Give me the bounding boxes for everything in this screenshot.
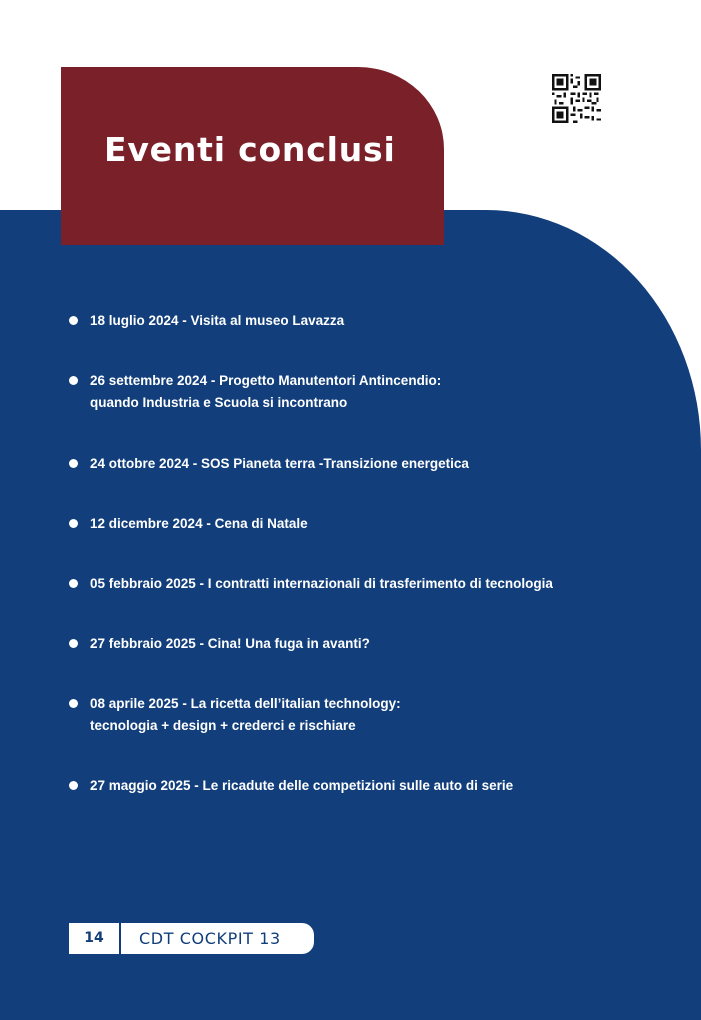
event-item <box>69 453 669 475</box>
event-item <box>69 775 669 797</box>
event-text: 27 febbraio 2025 - Cina! Una fuga in avanti? <box>90 636 370 651</box>
event-item <box>69 573 669 595</box>
bullet-icon <box>69 316 78 325</box>
event-text: 18 luglio 2024 - Visita al museo Lavazza <box>90 313 345 328</box>
bullet-icon <box>69 459 78 468</box>
bullet-icon <box>69 519 78 528</box>
bullet-icon <box>69 781 78 790</box>
footer-divider <box>119 923 121 954</box>
event-text: 27 maggio 2025 - Le ricadute delle competizioni sulle auto di serie <box>90 778 514 793</box>
event-text: 24 ottobre 2024 - SOS Pianeta terra -Transizione energetica <box>90 456 469 471</box>
event-text: 05 febbraio 2025 - I contratti internazionali di trasferimento di tecnologia <box>90 576 553 591</box>
event-item <box>69 693 669 737</box>
event-text: 26 settembre 2024 - Progetto Manutentori Antincendio: quando Industria e Scuola si incontrano <box>90 373 442 410</box>
page-number: 14 <box>84 930 104 946</box>
bullet-icon <box>69 639 78 648</box>
bullet-icon <box>69 579 78 588</box>
publication-title: CDT COCKPIT 13 <box>139 929 281 948</box>
page-footer <box>69 923 314 954</box>
page-title: Eventi conclusi <box>104 130 396 169</box>
event-text: 12 dicembre 2024 - Cena di Natale <box>90 516 308 531</box>
event-item <box>69 370 669 414</box>
bullet-icon <box>69 699 78 708</box>
event-item <box>69 513 669 535</box>
event-text: 08 aprile 2025 - La ricetta dell’italian technology: tecnologia + design + crederci e rischiare <box>90 696 401 733</box>
event-item <box>69 310 669 332</box>
event-item <box>69 633 669 655</box>
events-list <box>69 0 669 1020</box>
bullet-icon <box>69 376 78 385</box>
